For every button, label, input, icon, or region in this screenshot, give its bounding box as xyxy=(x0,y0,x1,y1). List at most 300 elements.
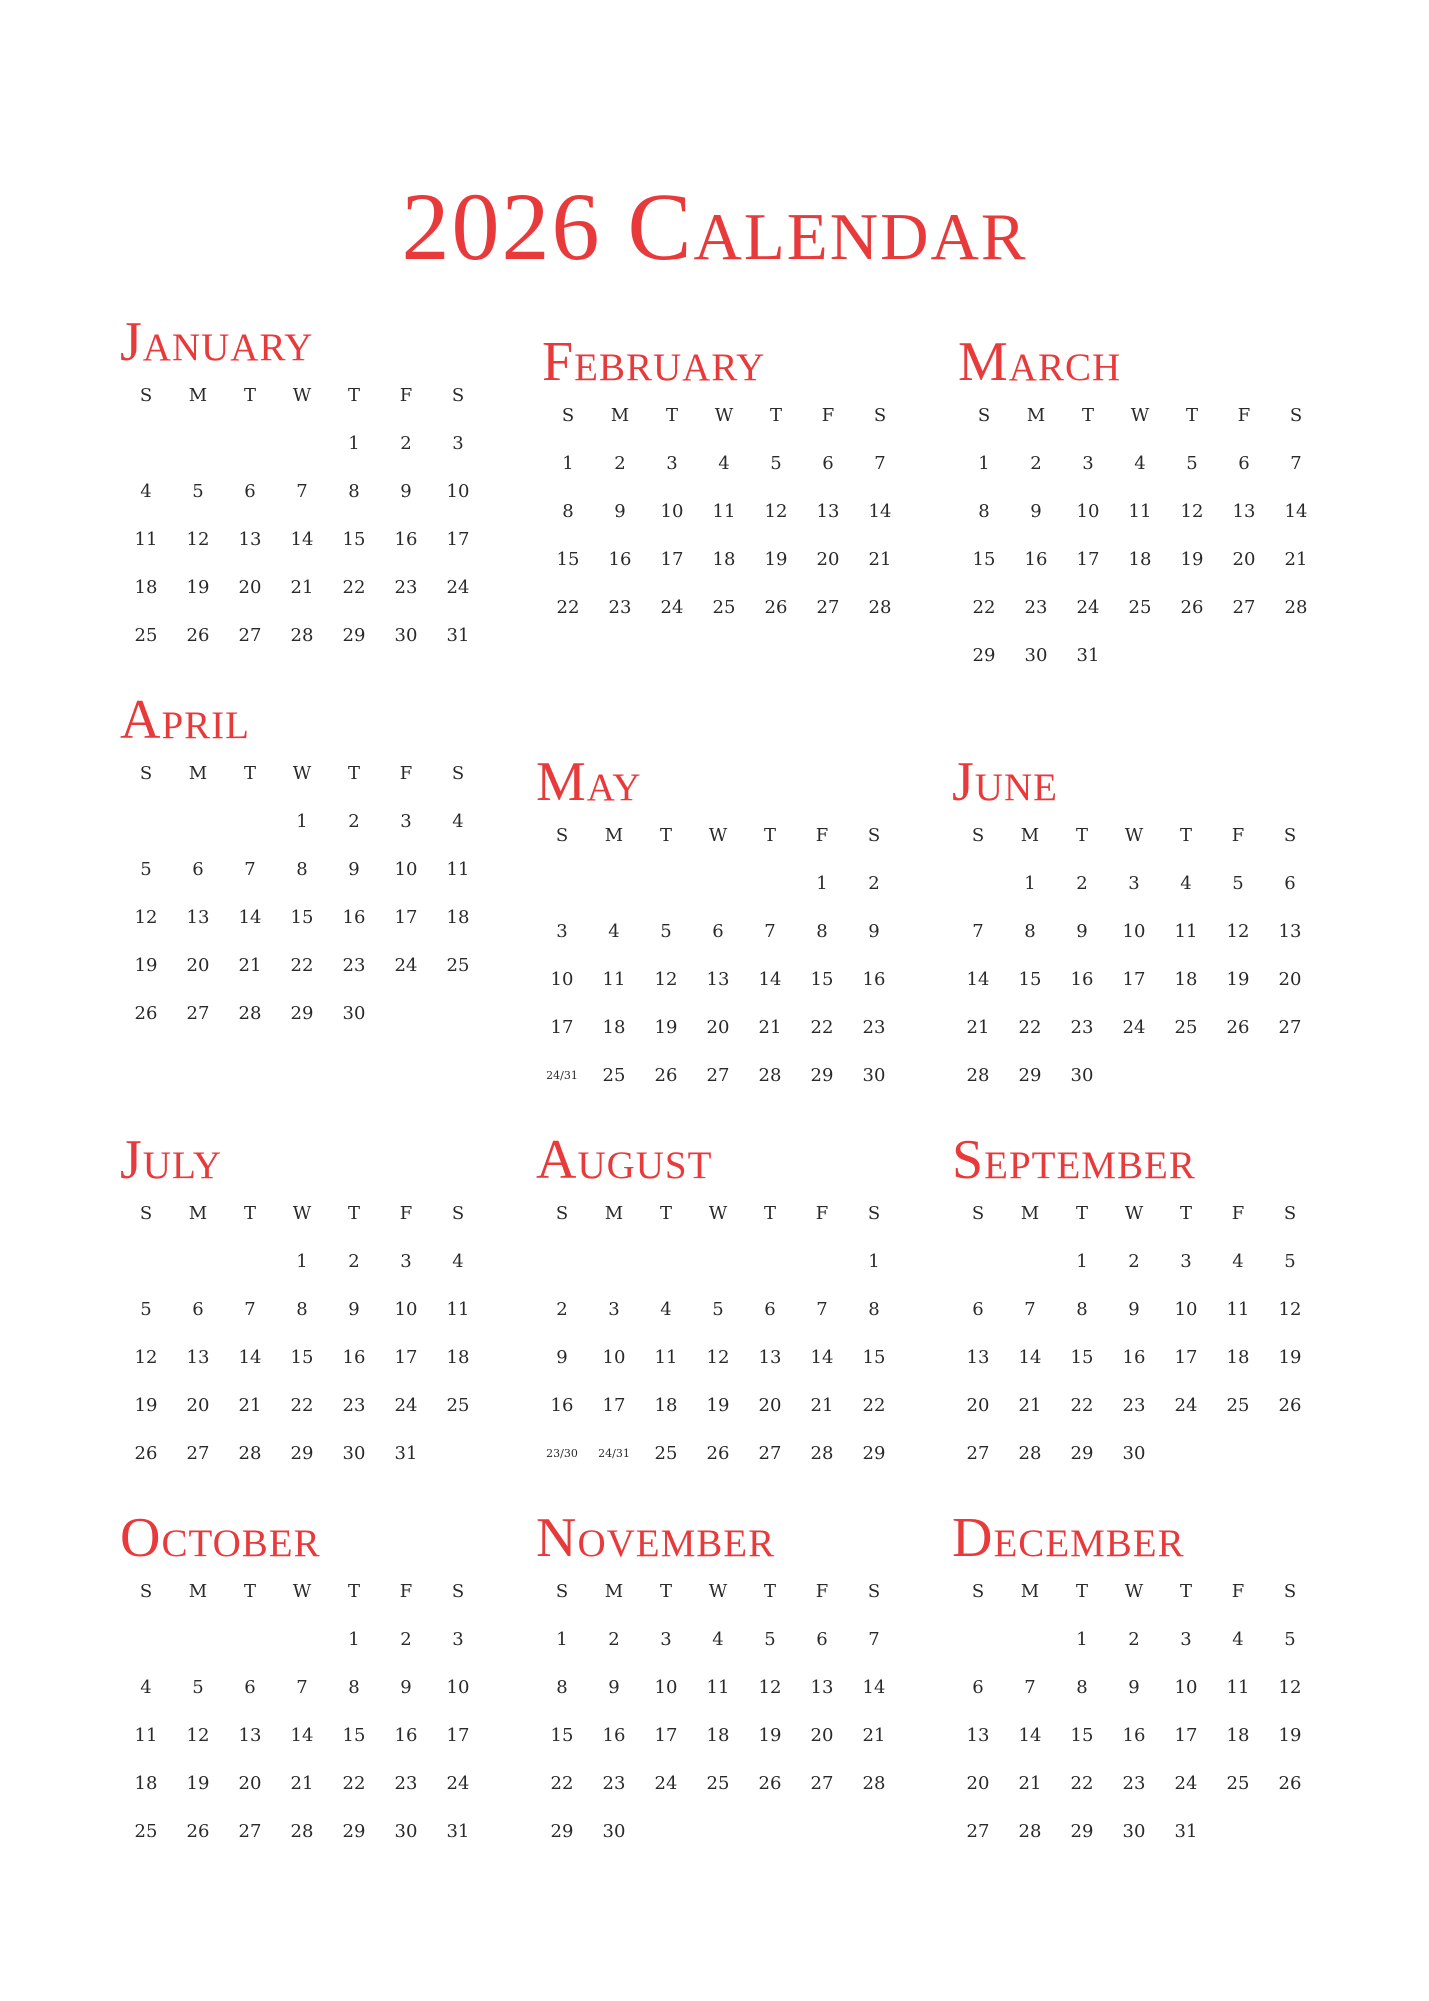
day-cell: 18 xyxy=(706,1725,730,1746)
day-cell: 21 xyxy=(1018,1395,1042,1416)
day-cell: 20 xyxy=(238,1773,262,1794)
day-cell: 28 xyxy=(1018,1821,1042,1842)
month-name: June xyxy=(952,751,1058,813)
day-grid xyxy=(952,1568,1324,1856)
weekday-header: T xyxy=(1179,825,1192,846)
day-cell: 11 xyxy=(1226,1299,1250,1320)
day-cell: 22 xyxy=(342,1773,366,1794)
day-cell: 24 xyxy=(1122,1017,1146,1038)
weekday-header: T xyxy=(347,1203,360,1224)
day-cell: 4 xyxy=(452,811,464,832)
day-cell: 20 xyxy=(186,1395,210,1416)
day-cell: 2 xyxy=(1128,1629,1140,1650)
day-cell: 22 xyxy=(556,597,580,618)
day-cell: 10 xyxy=(1122,921,1146,942)
weekday-header: W xyxy=(292,1581,312,1602)
day-cell: 7 xyxy=(296,481,308,502)
day-cell: 5 xyxy=(1186,453,1198,474)
day-cell: 23 xyxy=(608,597,632,618)
empty-day-cell xyxy=(588,860,640,908)
day-cell: 26 xyxy=(134,1443,158,1464)
month-name: August xyxy=(536,1129,713,1191)
day-cell: 3 xyxy=(1128,873,1140,894)
day-cell: 9 xyxy=(1076,921,1088,942)
day-cell: 30 xyxy=(1024,645,1048,666)
day-cell: 25 xyxy=(134,625,158,646)
day-cell: 6 xyxy=(192,859,204,880)
day-cell: 18 xyxy=(446,907,470,928)
day-cell: 2 xyxy=(1128,1251,1140,1272)
weekday-header: F xyxy=(399,1581,413,1602)
day-cell: 6 xyxy=(192,1299,204,1320)
day-cell: 25 xyxy=(654,1443,678,1464)
day-cell: 3 xyxy=(608,1299,620,1320)
day-cell: 12 xyxy=(186,529,210,550)
day-cell: 7 xyxy=(874,453,886,474)
day-cell: 22 xyxy=(1018,1017,1042,1038)
day-cell: 12 xyxy=(1180,501,1204,522)
weekday-header: F xyxy=(1231,825,1245,846)
day-cell: 6 xyxy=(1238,453,1250,474)
day-cell: 19 xyxy=(706,1395,730,1416)
day-cell: 10 xyxy=(446,1677,470,1698)
weekday-header: F xyxy=(815,1203,829,1224)
weekday-header: M xyxy=(604,825,624,846)
weekday-header: S xyxy=(139,385,153,406)
day-cell: 1 xyxy=(1076,1251,1088,1272)
weekday-header: S xyxy=(139,1203,153,1224)
weekday-header: T xyxy=(1075,1581,1088,1602)
day-cell: 20 xyxy=(816,549,840,570)
day-cell: 8 xyxy=(978,501,990,522)
day-cell: 14 xyxy=(1284,501,1308,522)
day-cell: 22 xyxy=(1070,1773,1094,1794)
day-cell: 2 xyxy=(348,811,360,832)
day-cell: 19 xyxy=(186,577,210,598)
day-cell: 5 xyxy=(712,1299,724,1320)
day-cell: 8 xyxy=(1076,1677,1088,1698)
day-cell: 24/31 xyxy=(598,1447,630,1460)
day-cell: 4 xyxy=(1134,453,1146,474)
weekday-header: M xyxy=(604,1203,624,1224)
day-cell: 7 xyxy=(296,1677,308,1698)
day-cell: 30 xyxy=(1070,1065,1094,1086)
day-grid xyxy=(120,372,492,660)
day-cell: 25 xyxy=(706,1773,730,1794)
month-september xyxy=(952,1130,1324,1478)
day-cell: 3 xyxy=(452,433,464,454)
day-cell: 24 xyxy=(1174,1395,1198,1416)
day-cell: 28 xyxy=(966,1065,990,1086)
month-name: October xyxy=(120,1507,321,1569)
day-cell: 12 xyxy=(186,1725,210,1746)
month-january xyxy=(120,312,492,660)
empty-day-cell xyxy=(172,798,224,846)
day-cell: 18 xyxy=(1226,1347,1250,1368)
day-cell: 24 xyxy=(660,597,684,618)
weekday-header: W xyxy=(292,763,312,784)
day-cell: 2 xyxy=(400,433,412,454)
day-cell: 2 xyxy=(400,1629,412,1650)
weekday-header: T xyxy=(1075,825,1088,846)
day-cell: 23 xyxy=(1122,1773,1146,1794)
day-cell: 19 xyxy=(186,1773,210,1794)
month-name: February xyxy=(542,331,766,393)
day-cell: 21 xyxy=(238,955,262,976)
month-october xyxy=(120,1508,492,1856)
day-cell: 7 xyxy=(816,1299,828,1320)
weekday-header: S xyxy=(139,763,153,784)
day-grid xyxy=(958,392,1330,680)
empty-day-cell xyxy=(172,420,224,468)
day-cell: 8 xyxy=(868,1299,880,1320)
day-cell: 25 xyxy=(1128,597,1152,618)
weekday-header: S xyxy=(451,1203,465,1224)
day-cell: 22 xyxy=(862,1395,886,1416)
weekday-header: S xyxy=(867,1203,881,1224)
day-cell: 17 xyxy=(394,1347,418,1368)
day-cell: 18 xyxy=(134,577,158,598)
day-cell: 17 xyxy=(1174,1725,1198,1746)
day-cell: 29 xyxy=(1070,1821,1094,1842)
day-cell: 5 xyxy=(770,453,782,474)
day-cell: 17 xyxy=(602,1395,626,1416)
day-cell: 4 xyxy=(140,1677,152,1698)
weekday-header: M xyxy=(1020,825,1040,846)
weekday-header: W xyxy=(1124,1581,1144,1602)
day-cell: 1 xyxy=(296,1251,308,1272)
day-cell: 25 xyxy=(446,1395,470,1416)
weekday-header: W xyxy=(1124,1203,1144,1224)
day-cell: 9 xyxy=(348,859,360,880)
day-cell: 9 xyxy=(868,921,880,942)
weekday-header: W xyxy=(292,385,312,406)
day-cell: 15 xyxy=(550,1725,574,1746)
day-cell: 19 xyxy=(1180,549,1204,570)
day-cell: 9 xyxy=(1030,501,1042,522)
day-cell: 19 xyxy=(1278,1347,1302,1368)
day-cell: 14 xyxy=(758,969,782,990)
day-cell: 16 xyxy=(608,549,632,570)
day-cell: 9 xyxy=(400,1677,412,1698)
day-cell: 4 xyxy=(1232,1629,1244,1650)
month-february xyxy=(542,332,914,632)
weekday-header: S xyxy=(971,1203,985,1224)
day-cell: 15 xyxy=(1070,1347,1094,1368)
day-cell: 12 xyxy=(1278,1677,1302,1698)
day-cell: 16 xyxy=(1070,969,1094,990)
day-cell: 11 xyxy=(134,1725,158,1746)
day-cell: 11 xyxy=(134,529,158,550)
month-name: April xyxy=(120,689,250,751)
day-cell: 16 xyxy=(1122,1725,1146,1746)
empty-day-cell xyxy=(588,1238,640,1286)
weekday-header: T xyxy=(763,825,776,846)
empty-day-cell xyxy=(952,1238,1004,1286)
day-cell: 21 xyxy=(290,1773,314,1794)
day-cell: 24 xyxy=(1174,1773,1198,1794)
day-cell: 14 xyxy=(966,969,990,990)
day-cell: 1 xyxy=(556,1629,568,1650)
day-cell: 12 xyxy=(134,907,158,928)
empty-day-cell xyxy=(224,1238,276,1286)
weekday-header: S xyxy=(555,1581,569,1602)
day-cell: 16 xyxy=(1024,549,1048,570)
day-cell: 15 xyxy=(1018,969,1042,990)
day-cell: 1 xyxy=(348,433,360,454)
day-cell: 27 xyxy=(238,625,262,646)
day-cell: 13 xyxy=(966,1347,990,1368)
empty-day-cell xyxy=(744,860,796,908)
day-cell: 15 xyxy=(290,907,314,928)
day-cell: 20 xyxy=(966,1773,990,1794)
day-cell: 10 xyxy=(1076,501,1100,522)
day-cell: 17 xyxy=(446,529,470,550)
day-cell: 10 xyxy=(446,481,470,502)
day-cell: 18 xyxy=(134,1773,158,1794)
day-cell: 18 xyxy=(712,549,736,570)
weekday-header: M xyxy=(1020,1203,1040,1224)
month-july xyxy=(120,1130,492,1478)
day-cell: 12 xyxy=(1226,921,1250,942)
weekday-header: S xyxy=(555,825,569,846)
empty-day-cell xyxy=(692,1238,744,1286)
day-cell: 23 xyxy=(394,1773,418,1794)
day-cell: 20 xyxy=(706,1017,730,1038)
day-cell: 3 xyxy=(452,1629,464,1650)
weekday-header: T xyxy=(1179,1581,1192,1602)
day-cell: 9 xyxy=(614,501,626,522)
day-cell: 10 xyxy=(654,1677,678,1698)
day-cell: 8 xyxy=(296,1299,308,1320)
day-cell: 28 xyxy=(290,625,314,646)
page-title: 2026 Calendar xyxy=(401,173,1028,280)
day-cell: 10 xyxy=(1174,1677,1198,1698)
weekday-header: M xyxy=(188,763,208,784)
day-cell: 29 xyxy=(550,1821,574,1842)
day-cell: 29 xyxy=(862,1443,886,1464)
day-cell: 3 xyxy=(1082,453,1094,474)
day-cell: 22 xyxy=(290,955,314,976)
day-cell: 17 xyxy=(550,1017,574,1038)
empty-day-cell xyxy=(1004,1616,1056,1664)
day-cell: 4 xyxy=(1232,1251,1244,1272)
day-cell: 30 xyxy=(394,1821,418,1842)
day-grid xyxy=(120,1190,492,1478)
empty-day-cell xyxy=(224,420,276,468)
day-cell: 8 xyxy=(348,481,360,502)
day-cell: 5 xyxy=(764,1629,776,1650)
day-cell: 17 xyxy=(1076,549,1100,570)
day-cell: 7 xyxy=(1024,1677,1036,1698)
day-cell: 1 xyxy=(348,1629,360,1650)
day-cell: 6 xyxy=(712,921,724,942)
day-cell: 13 xyxy=(238,529,262,550)
weekday-header: W xyxy=(1130,405,1150,426)
weekday-header: T xyxy=(763,1581,776,1602)
weekday-header: F xyxy=(815,825,829,846)
day-cell: 27 xyxy=(186,1443,210,1464)
day-cell: 21 xyxy=(868,549,892,570)
day-cell: 8 xyxy=(1076,1299,1088,1320)
weekday-header: S xyxy=(1283,1581,1297,1602)
day-cell: 4 xyxy=(712,1629,724,1650)
day-cell: 28 xyxy=(1284,597,1308,618)
weekday-header: T xyxy=(659,825,672,846)
day-cell: 31 xyxy=(1076,645,1100,666)
month-november xyxy=(536,1508,908,1856)
day-cell: 11 xyxy=(446,1299,470,1320)
weekday-header: T xyxy=(1185,405,1198,426)
day-cell: 5 xyxy=(140,1299,152,1320)
day-cell: 6 xyxy=(764,1299,776,1320)
day-cell: 9 xyxy=(556,1347,568,1368)
weekday-header: S xyxy=(867,825,881,846)
day-cell: 18 xyxy=(446,1347,470,1368)
weekday-header: F xyxy=(1231,1581,1245,1602)
day-cell: 16 xyxy=(862,969,886,990)
day-cell: 26 xyxy=(654,1065,678,1086)
day-cell: 22 xyxy=(972,597,996,618)
month-name: September xyxy=(952,1129,1196,1191)
weekday-header: W xyxy=(708,1203,728,1224)
day-cell: 11 xyxy=(1226,1677,1250,1698)
day-cell: 1 xyxy=(296,811,308,832)
day-cell: 16 xyxy=(394,529,418,550)
weekday-header: W xyxy=(708,1581,728,1602)
weekday-header: T xyxy=(243,1581,256,1602)
day-cell: 31 xyxy=(446,1821,470,1842)
day-cell: 29 xyxy=(290,1003,314,1024)
day-cell: 10 xyxy=(660,501,684,522)
day-cell: 4 xyxy=(608,921,620,942)
day-cell: 3 xyxy=(666,453,678,474)
day-cell: 3 xyxy=(1180,1629,1192,1650)
day-cell: 2 xyxy=(608,1629,620,1650)
day-cell: 17 xyxy=(660,549,684,570)
day-cell: 11 xyxy=(706,1677,730,1698)
day-cell: 14 xyxy=(290,529,314,550)
day-cell: 11 xyxy=(712,501,736,522)
weekday-header: M xyxy=(1026,405,1046,426)
day-cell: 1 xyxy=(1076,1629,1088,1650)
month-name: May xyxy=(536,751,642,813)
day-cell: 31 xyxy=(394,1443,418,1464)
weekday-header: W xyxy=(1124,825,1144,846)
day-cell: 23 xyxy=(602,1773,626,1794)
day-cell: 8 xyxy=(562,501,574,522)
day-cell: 10 xyxy=(394,1299,418,1320)
day-grid xyxy=(952,1190,1324,1478)
day-cell: 1 xyxy=(562,453,574,474)
day-cell: 15 xyxy=(1070,1725,1094,1746)
day-cell: 2 xyxy=(556,1299,568,1320)
day-cell: 20 xyxy=(186,955,210,976)
day-cell: 24 xyxy=(394,1395,418,1416)
day-cell: 12 xyxy=(764,501,788,522)
day-cell: 3 xyxy=(660,1629,672,1650)
weekday-header: S xyxy=(561,405,575,426)
day-cell: 5 xyxy=(1232,873,1244,894)
day-cell: 16 xyxy=(550,1395,574,1416)
weekday-header: W xyxy=(714,405,734,426)
day-cell: 30 xyxy=(602,1821,626,1842)
day-cell: 14 xyxy=(810,1347,834,1368)
day-cell: 26 xyxy=(758,1773,782,1794)
month-march xyxy=(958,332,1330,680)
day-grid xyxy=(542,392,914,632)
day-cell: 1 xyxy=(868,1251,880,1272)
day-cell: 10 xyxy=(1174,1299,1198,1320)
day-cell: 8 xyxy=(1024,921,1036,942)
day-cell: 13 xyxy=(758,1347,782,1368)
day-cell: 29 xyxy=(810,1065,834,1086)
day-cell: 29 xyxy=(342,625,366,646)
day-cell: 21 xyxy=(862,1725,886,1746)
day-cell: 4 xyxy=(140,481,152,502)
weekday-header: T xyxy=(769,405,782,426)
day-cell: 26 xyxy=(764,597,788,618)
day-cell: 17 xyxy=(654,1725,678,1746)
day-cell: 9 xyxy=(400,481,412,502)
day-cell: 15 xyxy=(290,1347,314,1368)
day-cell: 19 xyxy=(1226,969,1250,990)
day-cell: 16 xyxy=(342,1347,366,1368)
empty-day-cell xyxy=(120,1616,172,1664)
day-cell: 18 xyxy=(1128,549,1152,570)
weekday-header: M xyxy=(188,1581,208,1602)
day-cell: 1 xyxy=(1024,873,1036,894)
day-cell: 31 xyxy=(446,625,470,646)
day-cell: 26 xyxy=(1226,1017,1250,1038)
day-cell: 16 xyxy=(342,907,366,928)
weekday-header: S xyxy=(873,405,887,426)
weekday-header: T xyxy=(763,1203,776,1224)
day-cell: 30 xyxy=(342,1443,366,1464)
day-cell: 10 xyxy=(550,969,574,990)
empty-day-cell xyxy=(120,420,172,468)
weekday-header: S xyxy=(451,1581,465,1602)
empty-day-cell xyxy=(172,1616,224,1664)
day-cell: 11 xyxy=(446,859,470,880)
day-cell: 22 xyxy=(810,1017,834,1038)
day-cell: 13 xyxy=(186,1347,210,1368)
weekday-header: T xyxy=(659,1203,672,1224)
day-cell: 14 xyxy=(862,1677,886,1698)
day-cell: 21 xyxy=(238,1395,262,1416)
day-cell: 27 xyxy=(810,1773,834,1794)
day-cell: 20 xyxy=(1232,549,1256,570)
day-cell: 28 xyxy=(290,1821,314,1842)
day-cell: 7 xyxy=(1290,453,1302,474)
day-cell: 13 xyxy=(1232,501,1256,522)
empty-day-cell xyxy=(172,1238,224,1286)
weekday-header: T xyxy=(243,763,256,784)
weekday-header: F xyxy=(1237,405,1251,426)
day-cell: 23 xyxy=(342,1395,366,1416)
day-cell: 28 xyxy=(238,1443,262,1464)
day-cell: 28 xyxy=(810,1443,834,1464)
day-cell: 18 xyxy=(1174,969,1198,990)
empty-day-cell xyxy=(224,798,276,846)
empty-day-cell xyxy=(744,1238,796,1286)
day-cell: 11 xyxy=(654,1347,678,1368)
day-cell: 5 xyxy=(660,921,672,942)
weekday-header: T xyxy=(347,385,360,406)
day-cell: 9 xyxy=(348,1299,360,1320)
day-cell: 13 xyxy=(706,969,730,990)
empty-day-cell xyxy=(692,860,744,908)
